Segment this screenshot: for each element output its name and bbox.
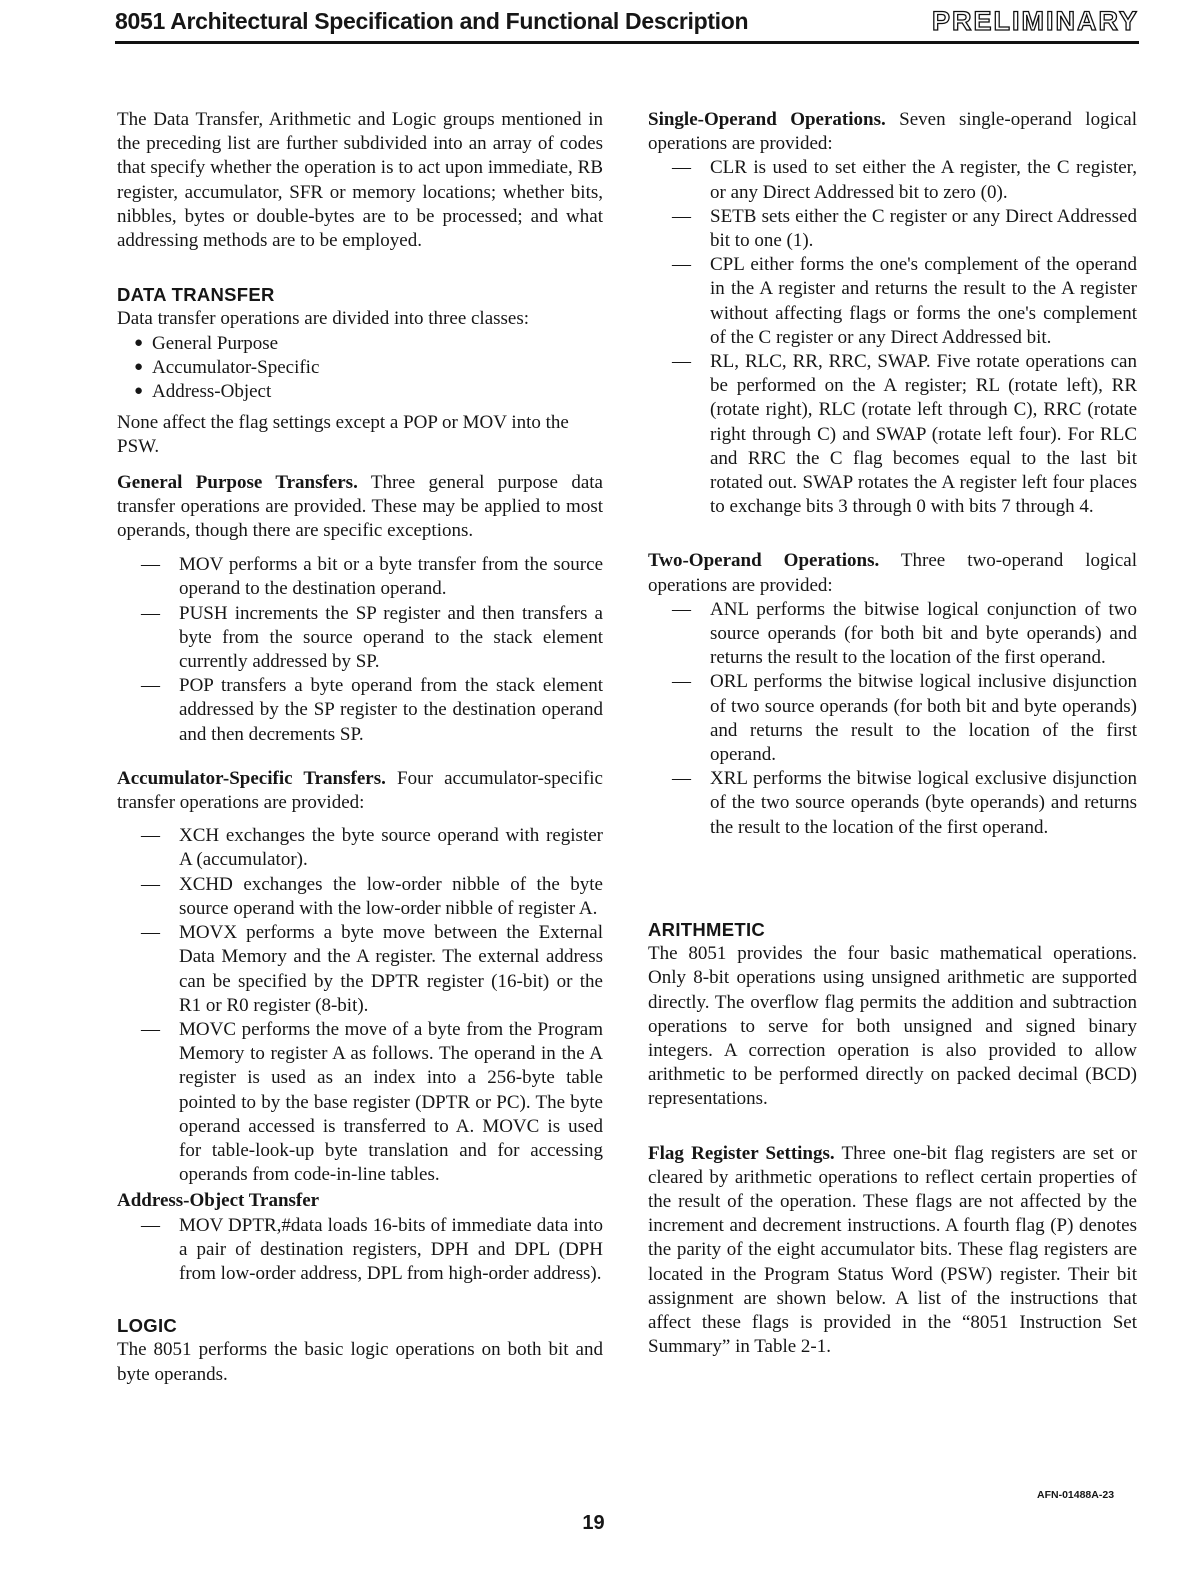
logic-text: The 8051 performs the basic logic operations on both bit and byte operands. xyxy=(117,1339,603,1385)
flag-register-paragraph xyxy=(648,1142,1137,1360)
list-item: — SETB sets either the C register or any Direct Addressed bit to one (1). xyxy=(710,205,1137,253)
single-operand-lead: Single-Operand Operations. xyxy=(648,109,886,130)
list-item: ● General Purpose xyxy=(134,332,603,356)
single-operand-list xyxy=(648,156,1137,519)
two-operand-list xyxy=(648,598,1137,840)
two-operand-lead: Two-Operand Operations. xyxy=(648,550,880,572)
list-item: ● Address-Object xyxy=(134,380,603,404)
list-item: — RL, RLC, RR, RRC, SWAP. Five rotate operations can be performed on the A register; RL (rotate left), RR (rotate right), RLC (rotate left through C), RRC (rotate right through C) and SWAP (rotate left four). For RLC and RRC the C flag becomes equal to the last bit rotated out. SWAP rotates the A register left four places to exchange bits 3 through 0 with bits 7 through 4. xyxy=(710,350,1137,519)
list-item: — ANL performs the bitwise logical conjunction of two source operands (for both bit and byte operands) and returns the result to the location of the first operand. xyxy=(710,598,1137,671)
address-object-list xyxy=(117,1214,603,1287)
arithmetic-text: The 8051 provides the four basic mathematical operations. Only 8-bit operations using unsigned arithmetic are supported directly. The overflow flag permits the addition and subtraction operations to serve for both unsigned and signed binary integers. A correction operation is also provided to allow arithmetic to be performed directly on packed decimal (BCD) representations. xyxy=(648,943,1137,1110)
general-purpose-text: Three general purpose data transfer operations are provided. These may be applied to most operands, though there are specific exceptions. xyxy=(117,471,603,542)
header-title: 8051 Architectural Specification and Functional Description xyxy=(115,8,749,34)
list-item: — MOV performs a bit or a byte transfer from the source operand to the destination operand. xyxy=(179,553,603,601)
data-transfer-text: Data transfer operations are divided into three classes: xyxy=(117,308,530,330)
list-item: — CLR is used to set either the A register, the C register, or any Direct Addressed bit to zero (0). xyxy=(710,156,1137,204)
two-operand-text: Three two-operand logical operations are provided: xyxy=(648,550,1137,596)
accumulator-specific-lead: Accumulator-Specific Transfers. xyxy=(117,767,386,789)
left-column xyxy=(117,108,603,1387)
list-item: — PUSH increments the SP register and then transfers a byte from the source operand to the stack element currently addressed by SP. xyxy=(179,602,603,675)
arithmetic-heading: ARITHMETIC xyxy=(648,918,766,940)
transfer-classes-list xyxy=(117,332,603,405)
accumulator-specific-paragraph xyxy=(117,767,603,815)
general-purpose-paragraph xyxy=(117,471,603,544)
document-code: AFN-01488A-23 xyxy=(1037,1489,1115,1501)
logic-heading: LOGIC xyxy=(117,1315,178,1337)
right-column xyxy=(648,108,1137,1359)
accumulator-specific-list xyxy=(117,824,603,1187)
page-number: 19 xyxy=(582,1512,605,1534)
list-item: — MOVX performs a byte move between the External Data Memory and the A register. The external address can be specified by the DPTR register (16-bit) or the R1 or R0 register (8-bit). xyxy=(179,921,603,1018)
flag-register-text: Three one-bit flag registers are set or cleared by arithmetic operations to reflect certain properties of the result of the operation. These flags are not affected by the increment and decrement instructions. A fourth flag (P) denotes the parity of the eight accumulator bits. These flag registers are located in the Program Status Word (PSW) register. Their bit assignment are shown below. A list of the instructions that affect these flags is provided in the “8051 Instruction Set Summary” in Table 2-1. xyxy=(648,1142,1137,1358)
list-item: — ORL performs the bitwise logical inclusive disjunction of two source operands (for both bit and byte operands) and returns the result to the location of the first operand. xyxy=(710,670,1137,767)
flags-note: None affect the flag settings except a POP or MOV into the PSW. xyxy=(117,412,569,458)
list-item: — MOV DPTR,#data loads 16-bits of immediate data into a pair of destination registers, DPH and DPL (DPH from low-order address, DPL from high-order address). xyxy=(179,1214,603,1287)
general-purpose-list xyxy=(117,553,603,747)
intro-paragraph: The Data Transfer, Arithmetic and Logic groups mentioned in the preceding list are further subdivided into an array of codes that specify whether the operation is to act upon immediate, RB register, accumulator, SFR or memory locations; whether bits, nibbles, bytes or double-bytes are to be processed; and what addressing methods are to be employed. xyxy=(117,109,603,252)
list-item: ● Accumulator-Specific xyxy=(134,356,603,380)
two-operand-paragraph xyxy=(648,549,1137,597)
list-item: — CPL either forms the one's complement of the operand in the A register and returns the result to the A register without affecting flags or forms the one's complement of the C register or any Direct Addressed bit. xyxy=(710,253,1137,350)
list-item: — POP transfers a byte operand from the stack element addressed by the SP register to the destination operand and then decrements SP. xyxy=(179,674,603,747)
list-item: — MOVC performs the move of a byte from the Program Memory to register A as follows. The operand in the A register is used as an index into a 256-byte table pointed to by the base register (DPTR or PC). The byte operand accessed is transferred to A. MOVC is used for table-look-up byte translation and for accessing operands from code-in-line tables. xyxy=(179,1018,603,1187)
list-item: — XCH exchanges the byte source operand with register A (accumulator). xyxy=(179,824,603,872)
preliminary-stamp: PRELIMINARY xyxy=(931,6,1139,36)
list-item: — XRL performs the bitwise logical exclusive disjunction of the two source operands (byte operands) and returns the result to the location of the first operand. xyxy=(710,767,1137,840)
data-transfer-heading: DATA TRANSFER xyxy=(117,284,275,306)
header-rule xyxy=(115,41,1139,44)
list-item: — XCHD exchanges the low-order nibble of the byte source operand with the low-order nibble of register A. xyxy=(179,873,603,921)
accumulator-specific-text: Four accumulator-specific transfer operations are provided: xyxy=(117,767,603,814)
single-operand-paragraph xyxy=(648,108,1137,156)
general-purpose-lead: General Purpose Transfers. xyxy=(117,471,358,493)
single-operand-text: Seven single-operand logical operations are provided: xyxy=(648,109,1137,155)
flag-register-lead: Flag Register Settings. xyxy=(648,1142,835,1164)
address-object-lead: Address-Object Transfer xyxy=(117,1190,320,1212)
